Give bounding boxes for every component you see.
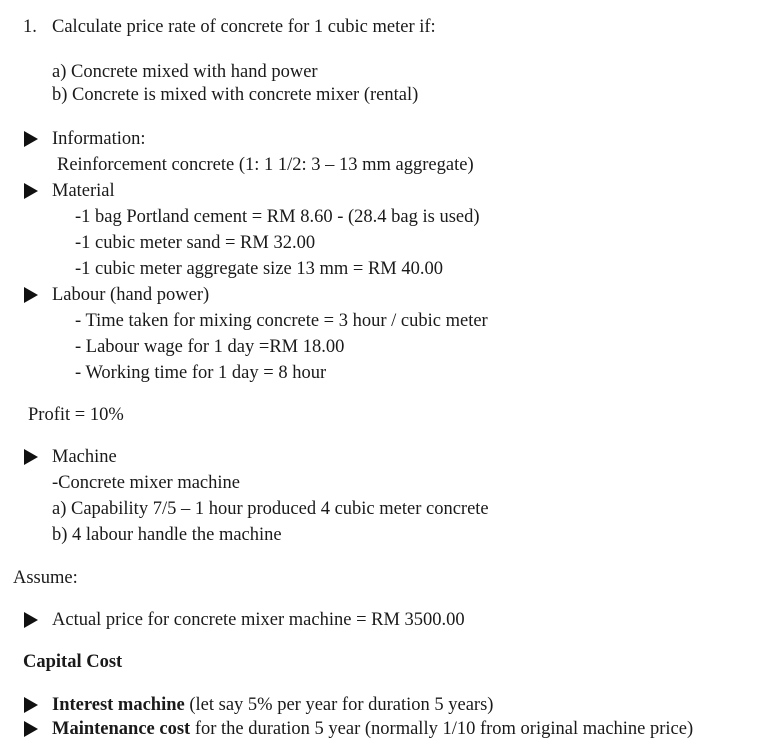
information-detail: Reinforcement concrete (1: 1 1/2: 3 – 13 mm aggregate) xyxy=(57,155,474,175)
machine-label: Machine xyxy=(52,447,117,467)
material-item: -1 cubic meter aggregate size 13 mm = RM 40.00 xyxy=(75,259,443,279)
bullet-triangle-icon xyxy=(24,131,38,147)
capital-cost-item-bold: Maintenance cost xyxy=(52,719,191,739)
option-a: a) Concrete mixed with hand power xyxy=(52,62,318,82)
capital-cost-heading: Capital Cost xyxy=(23,652,123,672)
information-label: Information: xyxy=(52,129,146,149)
machine-item: -Concrete mixer machine xyxy=(52,473,240,493)
option-b: b) Concrete is mixed with concrete mixer (rental) xyxy=(52,85,419,105)
capital-cost-item-rest: for the duration 5 year (normally 1/10 from original machine price) xyxy=(190,719,694,739)
bullet-triangle-icon xyxy=(24,697,38,713)
capital-cost-item-bold: Interest machine xyxy=(52,695,185,715)
machine-item: b) 4 labour handle the machine xyxy=(52,525,282,545)
labour-item: - Time taken for mixing concrete = 3 hour / cubic meter xyxy=(75,311,488,331)
labour-label: Labour (hand power) xyxy=(52,285,210,305)
question-text: Calculate price rate of concrete for 1 cubic meter if: xyxy=(52,17,436,37)
material-label: Material xyxy=(52,181,115,201)
material-item: -1 cubic meter sand = RM 32.00 xyxy=(75,233,316,253)
machine-item: a) Capability 7/5 – 1 hour produced 4 cubic meter concrete xyxy=(52,499,489,519)
material-item: -1 bag Portland cement = RM 8.60 - (28.4 bag is used) xyxy=(75,207,480,227)
assume-label: Assume: xyxy=(13,568,78,588)
assume-item: Actual price for concrete mixer machine = RM 3500.00 xyxy=(52,610,465,630)
capital-cost-item-interest xyxy=(52,694,493,716)
bullet-triangle-icon xyxy=(24,287,38,303)
bullet-triangle-icon xyxy=(24,612,38,628)
bullet-triangle-icon xyxy=(24,721,38,737)
bullet-triangle-icon xyxy=(24,449,38,465)
question-number: 1. xyxy=(23,17,37,37)
bullet-triangle-icon xyxy=(24,183,38,199)
labour-item: - Working time for 1 day = 8 hour xyxy=(75,363,327,383)
capital-cost-item-maintenance xyxy=(52,718,693,740)
profit-text: Profit = 10% xyxy=(28,405,124,425)
capital-cost-item-rest: (let say 5% per year for duration 5 years) xyxy=(184,695,494,715)
labour-item: - Labour wage for 1 day =RM 18.00 xyxy=(75,337,345,357)
